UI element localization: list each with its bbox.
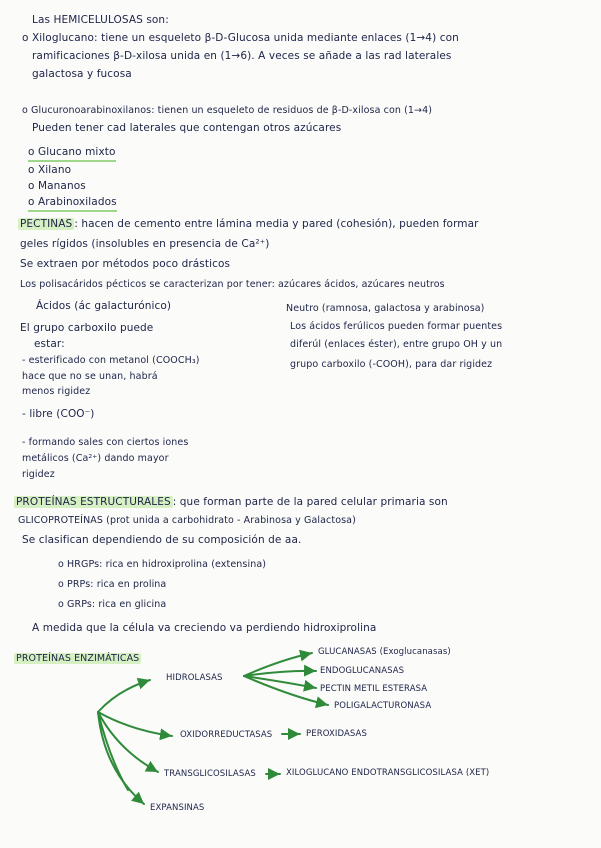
branch-transglicosilasas [98, 712, 158, 772]
tipo-arabinoxilados: o Arabinoxilados [28, 196, 117, 212]
neutros-line-3: grupo carboxilo (-COOH), para dar rigidez [290, 359, 493, 370]
hemicelulosas-title: Las HEMICELULOSAS son: [32, 14, 169, 26]
acidos-title: Ácidos (ác galacturónico) [36, 300, 172, 312]
pectinas-line-4: Los polisacáridos pécticos se caracterizan por tener: azúcares ácidos, azúcares neutros [20, 279, 445, 290]
pectinas-line-1 [18, 218, 479, 231]
acidos-line-8: metálicos (Ca²⁺) dando mayor [22, 453, 169, 464]
proteinas-enzimaticas-label: PROTEÍNAS ENZIMÁTICAS [16, 653, 140, 664]
hidroxiprolina-note: A medida que la célula va creciendo va perdiendo hidroxiprolina [32, 622, 377, 634]
proteinas-estructurales-line-2: GLICOPROTEÍNAS (prot unida a carbohidrato - Arabinosa y Galactosa) [18, 515, 356, 526]
acidos-line-9: rigidez [22, 469, 55, 480]
xiloglucano-line-2: ramificaciones β-D-xilosa unida en (1→6). A veces se añade a las rad laterales [32, 50, 452, 62]
acidos-line-2: estar: [34, 338, 65, 350]
pectinas-line-3: Se extraen por métodos poco drásticos [20, 258, 231, 270]
proteinas-estructurales-line-1 [14, 496, 448, 509]
pectinas-line-2: geles rígidos (insolubles en presencia de Ca²⁺) [20, 238, 270, 250]
acidos-line-3: - esterificado con metanol (COOCH₃) [22, 355, 200, 366]
branch-poligalacturonasa [244, 676, 328, 705]
pectin-metil-esterasa-node: PECTIN METIL ESTERASA [320, 684, 428, 694]
oxidorreductasas-node: OXIDORREDUCTASAS [180, 730, 273, 740]
proteinas-estructurales-definition: : que forman parte de la pared celular primaria son [172, 496, 448, 508]
acidos-line-6: - libre (COO⁻) [22, 408, 95, 420]
pectinas-heading: PECTINAS [20, 218, 73, 230]
pectinas-definition: : hacen de cemento entre lámina media y pared (cohesión), pueden formar [74, 218, 479, 230]
expansinas-node: EXPANSINAS [150, 803, 205, 813]
acidos-line-7: - formando sales con ciertos iones [22, 437, 189, 448]
tipo-mananos: o Mananos [28, 180, 86, 192]
branch-root-extra [98, 712, 128, 790]
neutros-line-1: Los ácidos ferúlicos pueden formar puentes [290, 321, 503, 332]
neutros-line-2: diferúl (enlaces éster), entre grupo OH y un [290, 339, 503, 350]
hrgps-item: o HRGPs: rica en hidroxiprolina (extensina) [58, 559, 267, 570]
branch-endoglucanasas [244, 671, 316, 676]
poligalacturonasa-node: POLIGALACTURONASA [334, 701, 432, 711]
proteinas-estructurales-line-3: Se clasifican dependiendo de su composición de aa. [22, 534, 302, 546]
transglicosilasas-node: TRANSGLICOSILASAS [164, 769, 256, 779]
glucanasas-node: GLUCANASAS (Exoglucanasas) [318, 647, 451, 657]
glucuronoarabinoxilanos-line-2: Pueden tener cad laterales que contengan otros azúcares [32, 122, 342, 134]
neutros-title: Neutro (ramnosa, galactosa y arabinosa) [286, 303, 485, 314]
tipo-xilano: o Xilano [28, 164, 72, 176]
acidos-line-5: menos rigidez [22, 386, 91, 397]
branch-oxidorreductasas [98, 712, 172, 736]
glucuronoarabinoxilanos-line-1: o Glucuronoarabinoxilanos: tienen un esqueleto de residuos de β-D-xilosa con (1→4) [22, 105, 433, 116]
endoglucanasas-node: ENDOGLUCANASAS [320, 666, 405, 676]
branch-glucanasas [244, 653, 312, 676]
xet-node: XILOGLUCANO ENDOTRANSGLICOSILASA (XET) [286, 768, 490, 778]
prps-item: o PRPs: rica en prolina [58, 579, 167, 590]
branch-pectin-metil [244, 676, 316, 688]
acidos-line-4: hace que no se unan, habrá [22, 371, 158, 382]
tipo-glucano-mixto: o Glucano mixto [28, 146, 116, 162]
xiloglucano-line-1: o Xiloglucano: tiene un esqueleto β-D-Glucosa unida mediante enlaces (1→4) con [22, 32, 459, 44]
branch-expansinas [98, 712, 144, 804]
hidrolasas-node: HIDROLASAS [166, 673, 223, 683]
xiloglucano-line-3: galactosa y fucosa [32, 68, 132, 80]
peroxidasas-node: PEROXIDASAS [306, 729, 367, 739]
grps-item: o GRPs: rica en glicina [58, 599, 167, 610]
branch-hidrolasas [98, 680, 150, 712]
proteinas-enzimaticas-heading [14, 652, 141, 665]
acidos-line-1: El grupo carboxilo puede [20, 322, 154, 334]
proteinas-estructurales-heading: PROTEÍNAS ESTRUCTURALES [16, 496, 171, 508]
